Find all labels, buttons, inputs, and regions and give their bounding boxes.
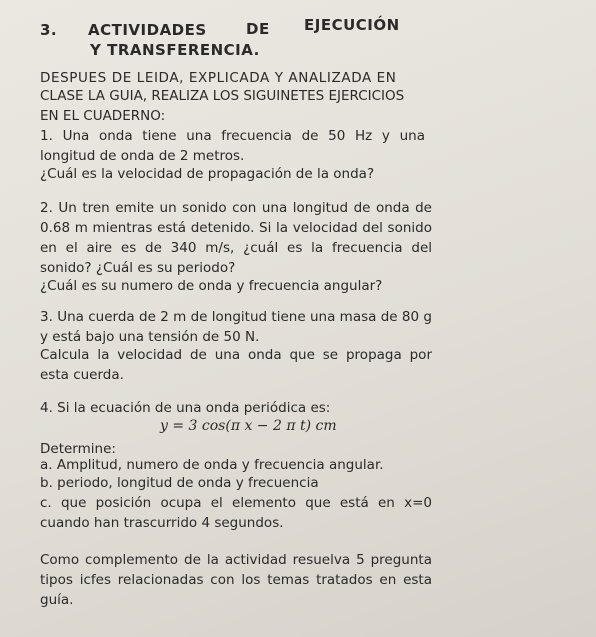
heading-word-ejecucion: EJECUCIÓN bbox=[304, 16, 400, 34]
exercise-4-item-a: a. Amplitud, numero de onda y frecuencia angular. bbox=[40, 457, 384, 473]
wave-equation: y = 3 cos(π x − 2 π t) cm bbox=[160, 418, 337, 434]
heading-word-actividades: ACTIVIDADES bbox=[88, 21, 207, 39]
heading-word-de: DE bbox=[246, 20, 270, 38]
closing-paragraph: Como complemento de la actividad resuelva 5 pregunta tipos icfes relacionadas con los temas tratados en esta guía. bbox=[40, 552, 432, 608]
intro-line-3: EN EL CUADERNO: bbox=[40, 108, 166, 124]
exercise-1-question: ¿Cuál es la velocidad de propagación de la onda? bbox=[40, 166, 375, 182]
exercise-4-text: 4. Si la ecuación de una onda periódica es: bbox=[40, 400, 331, 416]
exercise-1-text: 1. Una onda tiene una frecuencia de 50 Hz y una longitud de onda de 2 metros. bbox=[40, 128, 425, 164]
exercise-4-item-c: c. que posición ocupa el elemento que está en x=0 cuando han trascurrido 4 segundos. bbox=[40, 495, 432, 531]
exercise-3-text: 3. Una cuerda de 2 m de longitud tiene una masa de 80 g y está bajo una tensión de 50 N. bbox=[40, 309, 432, 345]
intro-line-2: CLASE LA GUIA, REALIZA LOS SIGUINETES EJERCICIOS bbox=[40, 88, 405, 104]
exercise-4-item-b: b. periodo, longitud de onda y frecuencia bbox=[40, 475, 319, 491]
section-number: 3. bbox=[40, 21, 58, 39]
heading-line-2: Y TRANSFERENCIA. bbox=[90, 41, 260, 59]
intro-line-1: DESPUES DE LEIDA, EXPLICADA Y ANALIZADA EN bbox=[40, 70, 397, 86]
determine-label: Determine: bbox=[40, 441, 116, 457]
exercise-2-question: ¿Cuál es su numero de onda y frecuencia angular? bbox=[40, 278, 383, 294]
exercise-2-text: 2. Un tren emite un sonido con una longitud de onda de 0.68 m mientras está detenido. Si la velocidad del sonido en el aire es de 340 m/s, ¿cuál es la frecuencia del sonido? ¿Cuál es su periodo? bbox=[40, 200, 432, 276]
exercise-3-question: Calcula la velocidad de una onda que se propaga por esta cuerda. bbox=[40, 347, 432, 383]
